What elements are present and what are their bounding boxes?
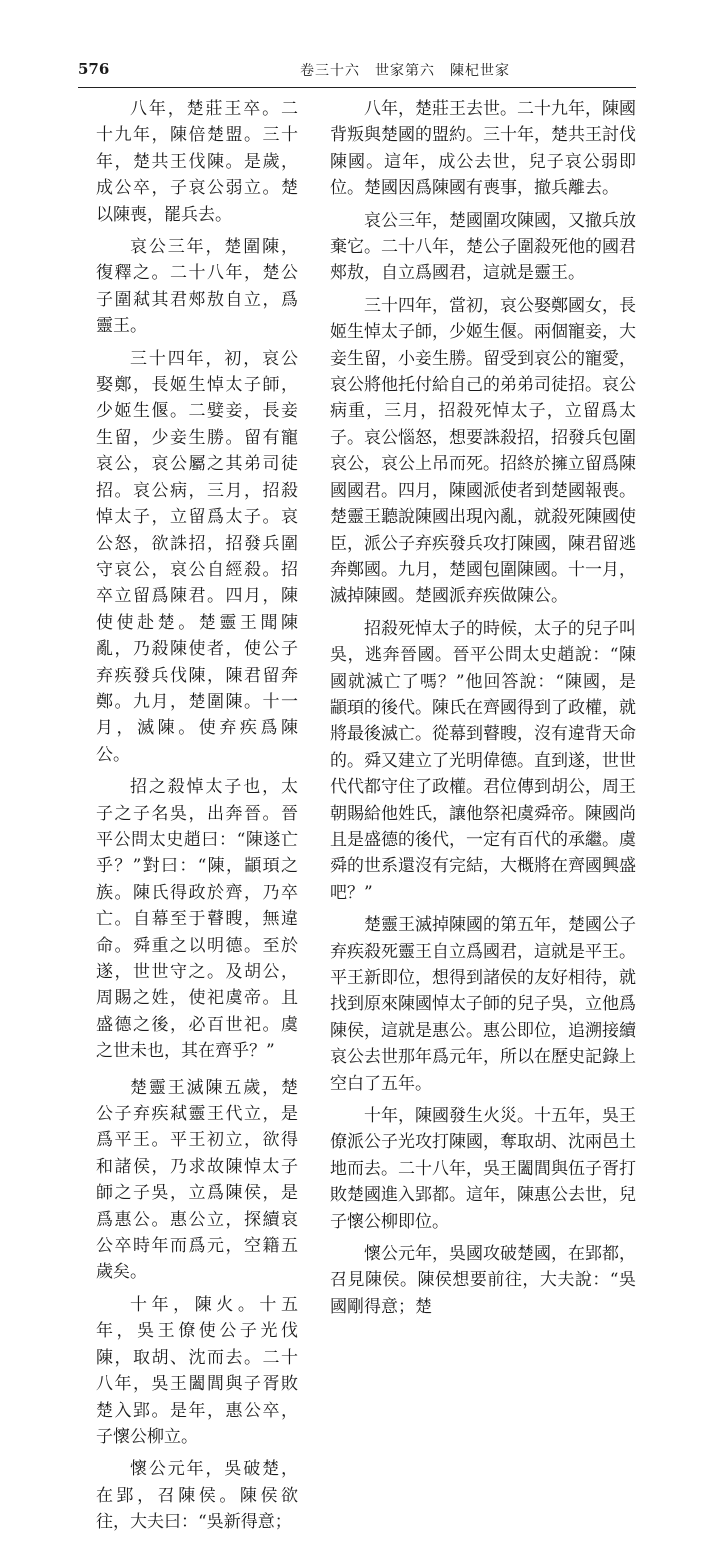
original-paragraph: 懷公元年，吳破楚，在郢，召陳侯。陳侯欲往，大夫曰：“吳新得意；	[96, 1459, 298, 1533]
original-text-column	[96, 96, 298, 1542]
header-rule	[78, 87, 636, 88]
translation-paragraph: 八年，楚莊王去世。二十九年，陳國背叛與楚國的盟約。三十年，楚共王討伐陳國。這年，成公去世，兒子哀公弱即位。楚國因爲陳國有喪事，撤兵離去。	[330, 99, 636, 199]
original-paragraph: 哀公三年，楚圍陳，復釋之。二十八年，楚公子圍弒其君郟敖自立，爲靈王。	[96, 237, 298, 337]
translation-paragraph: 楚靈王滅掉陳國的第五年，楚國公子弃疾殺死靈王自立爲國君，這就是平王。平王新即位，想得到諸侯的友好相待，就找到原來陳國悼太子師的兒子吳，立他爲陳侯，這就是惠公。惠公即位，追溯接續哀公去世那年爲元年，所以在歷史記錄上空白了五年。	[330, 915, 636, 1094]
original-paragraph: 楚靈王滅陳五歲，楚公子弃疾弒靈王代立，是爲平王。平王初立，欲得和諸侯，乃求故陳悼太子師之子吳，立爲陳侯，是爲惠公。惠公立，探續哀公卒時年而爲元，空籍五歲矣。	[96, 1077, 298, 1283]
page-header	[78, 60, 636, 86]
original-paragraph: 八年，楚莊王卒。二十九年，陳倍楚盟。三十年，楚共王伐陳。是歲，成公卒，子哀公弱立。楚以陳喪，罷兵去。	[96, 99, 298, 225]
translation-column	[330, 96, 636, 1326]
original-paragraph: 三十四年，初，哀公娶鄭，長姬生悼太子師，少姬生偃。二嬖妾，長妾生留，少妾生勝。留有寵哀公，哀公屬之其弟司徒招。哀公病，三月，招殺悼太子，立留爲太子。哀公怒，欲誅招，招發兵圍守哀公，哀公自經殺。招卒立留爲陳君。四月，陳使使赴楚。楚靈王聞陳亂，乃殺陳使者，使公子弃疾發兵伐陳，陳君留奔鄭。九月，楚圍陳。十一月，滅陳。使弃疾爲陳公。	[96, 348, 298, 765]
translation-paragraph: 懷公元年，吳國攻破楚國，在郢都，召見陳侯。陳侯想要前往，大夫說：“吳國剛得意；楚	[330, 1244, 636, 1317]
translation-paragraph: 哀公三年，楚國圍攻陳國，又撤兵放棄它。二十八年，楚公子圍殺死他的國君郟敖，自立爲國君，這就是靈王。	[330, 210, 636, 284]
translation-paragraph: 三十四年，當初，哀公娶鄭國女，長姬生悼太子師，少姬生偃。兩個寵妾，大妾生留，小妾生勝。留受到哀公的寵愛，哀公將他托付給自己的弟弟司徒招。哀公病重，三月，招殺死悼太子，立留爲太子。哀公惱怒，想要誅殺招，招發兵包圍哀公，哀公上吊而死。招終於擁立留爲陳國國君。四月，陳國派使者到楚國報喪。楚靈王聽說陳國出現內亂，就殺死陳國使臣，派公子弃疾發兵攻打陳國，陳君留逃奔鄭國。九月，楚國包圍陳國。十一月，滅掉陳國。楚國派弃疾做陳公。	[330, 295, 636, 607]
original-paragraph: 招之殺悼太子也，太子之子名吳，出奔晉。晉平公問太史趙曰：“陳遂亡乎？”對曰：“陳，顓頊之族。陳氏得政於齊，乃卒亡。自幕至于瞽瞍，無違命。舜重之以明德。至於遂，世世守之。及胡公，周賜之姓，使祀虞帝。且盛德之後，必百世祀。虞之世未也，其在齊乎？”	[96, 777, 298, 1062]
running-head: 卷三十六 世家第六 陳杞世家	[300, 63, 510, 79]
page-number: 576	[78, 60, 110, 78]
translation-paragraph: 十年，陳國發生火災。十五年，吳王僚派公子光攻打陳國，奪取胡、沈兩邑土地而去。二十八年，吳王闔閭與伍子胥打敗楚國進入郢都。這年，陳惠公去世，兒子懷公柳即位。	[330, 1106, 636, 1232]
translation-paragraph: 招殺死悼太子的時候，太子的兒子叫吳，逃奔晉國。晉平公問太史趙說：“陳國就滅亡了嗎？”他回答說：“陳國，是顓頊的後代。陳氏在齊國得到了政權，就將最後滅亡。從幕到瞽瞍，沒有違背天命的。舜又建立了光明偉德。直到遂，世世代代都守住了政權。君位傳到胡公，周王朝賜給他姓氏，讓他祭祀虞舜帝。陳國尚且是盛德的後代，一定有百代的承繼。虞舜的世系還沒有完結，大概將在齊國興盛吧？”	[330, 618, 636, 903]
original-paragraph: 十年，陳火。十五年，吳王僚使公子光伐陳，取胡、沈而去。二十八年，吳王闔閭與子胥敗楚入郢。是年，惠公卒，子懷公柳立。	[96, 1294, 298, 1447]
